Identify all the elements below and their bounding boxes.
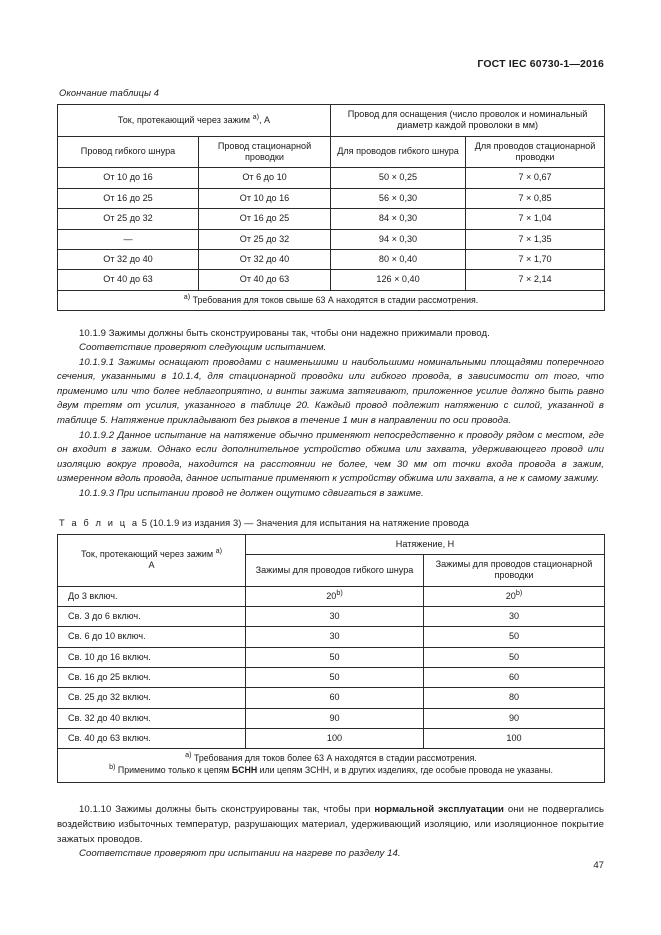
table5-r5-fixed: 80 [424,688,605,708]
clause-10-1-9-1: 10.1.9.1 Зажимы оснащают проводами с наименьшими и наибольшими номинальными площадями поперечного сечения, указанными в 10.1.4, для стационарной проводки или гибкого провода, в зависимости от того, что применимо или что более неблагоприятно, и винты зажима затягивают, приложенное усилие должно быть равно двум третям от усилия, указанного в таблице 20. Каждый провод подлежит натяжению с силой, указанной в таблице 5. Натяжение прикладывают без рывков в течение 1 мин в направлении по оси провода. [57,356,604,427]
table-row [58,729,605,749]
table-row [58,606,605,626]
table4-header-wire: Провод для оснащения (число проволок и номинальный диаметр каждой проволоки в мм) [331,105,605,137]
table-row [58,586,605,606]
table-row [58,249,605,269]
table4-col-header-for-fixed-wiring: Для проводов стационарной проводки [466,136,605,168]
table4-r4-c2: 80 × 0,40 [331,249,466,269]
table4-header-current-text: Ток, протекающий через зажим [117,114,253,125]
clause-10-1-10-bold: нормальной эксплуатации [374,804,504,816]
clause-10-1-9-compliance: Соответствие проверяют следующим испытанием. [79,342,327,354]
table4-r3-c1: От 25 до 32 [199,229,331,249]
page-content [57,88,604,862]
table4-caption: Окончание таблицы 4 [59,88,159,98]
table5-r0-fixed-value: 20 [505,590,516,601]
table-row [58,688,605,708]
table-row [58,708,605,728]
table4-r1-c2: 56 × 0,30 [331,188,466,208]
table4-r5-c2: 126 × 0,40 [331,270,466,290]
table5-r1-current: Св. 3 до 6 включ. [58,606,246,626]
table5-header-current [58,534,246,586]
table-row [58,229,605,249]
table-row [58,209,605,229]
table4-r2-c3: 7 × 1,04 [466,209,605,229]
table5-r1-flexible: 30 [246,606,424,626]
table4-r0-c0: От 10 до 16 [58,168,199,188]
table5-col-header-fixed-wiring-terminals: Зажимы для проводов стационарной проводки [424,554,605,586]
table5-r0-current: До 3 включ. [58,586,246,606]
table-row [58,668,605,688]
table4-r3-c2: 94 × 0,30 [331,229,466,249]
table4-footnote-a-text: Требования для токов свыше 63 А находятся в стадии рассмотрения. [190,294,479,305]
clause-10-1-9-2: 10.1.9.2 Данное испытание на натяжение обычно применяют непосредственно к проводу рядом с местом, где он входит в зажим. Однако если дополнительное устройство обжима или захвата, удерживающего провод или изоляцию вокруг провода, находится на расстоянии не более, чем 30 мм от точки входа провода в зажим, измеренном вдоль провода, данное испытание применяют к устройству обжима или захвата, а не к самому зажиму. [57,429,604,485]
table4-header-group-row [58,105,605,137]
table5-footnote-b-row [58,765,605,782]
table4-r2-c2: 84 × 0,30 [331,209,466,229]
table5-header-current-text: Ток, протекающий через зажим [80,548,216,559]
table4-r0-c3: 7 × 0,67 [466,168,605,188]
table4-header-current [58,105,331,137]
table4-r3-c3: 7 × 1,35 [466,229,605,249]
table5-wire-pull-test-values [57,534,605,784]
table4-r4-c3: 7 × 1,70 [466,249,605,269]
table5-footnote-b-post: или цепям ЗСНН, и в других изделиях, где особые провода не указаны. [257,765,553,776]
table4-col-header-for-flexible-cord: Для проводов гибкого шнура [331,136,466,168]
table5-col-header-flexible-cord-terminals: Зажимы для проводов гибкого шнура [246,554,424,586]
table5-r6-flexible: 90 [246,708,424,728]
table5-header-current-footnote-marker: а) [215,545,223,555]
table5-r0-fixed-footnote-marker: b) [515,587,523,597]
table-row [58,188,605,208]
table4-continuation-of-table-4 [57,104,605,311]
table4-r1-c1: От 10 до 16 [199,188,331,208]
table5-r0-flexible [246,586,424,606]
table4-header-current-footnote-marker: а) [252,111,259,121]
clause-10-1-10 [57,803,604,847]
table4-r1-c0: От 16 до 25 [58,188,199,208]
table5-r1-fixed: 30 [424,606,605,626]
table4-footnote-row [58,290,605,310]
table5-footnote-a [58,749,605,765]
table-row [58,168,605,188]
table4-r4-c1: От 32 до 40 [199,249,331,269]
table5-footnote-b-pre: Применимо только к цепям [115,765,232,776]
table5-r7-current: Св. 40 до 63 включ. [58,729,246,749]
table5-footnote-b-marker: b) [109,762,116,772]
table5-header-group-row [58,534,605,554]
table-row [58,270,605,290]
table5-caption [59,518,604,528]
table5-r0-fixed [424,586,605,606]
table4-header-current-unit: , А [259,114,271,125]
clause-10-1-9-3: 10.1.9.3 При испытании провод не должен ощутимо сдвигаться в зажиме. [79,487,424,499]
table5-r5-flexible: 60 [246,688,424,708]
table4-footnote-a-marker: а) [183,291,191,301]
running-header-standard-number: ГОСТ IEC 60730-1—2016 [477,58,604,70]
table4-r0-c1: От 6 до 10 [199,168,331,188]
table4-col-header-fixed-wiring: Провод стационарной проводки [199,136,331,168]
table5-footnote-b-bold: БСНН [231,765,258,776]
table5-r0-flexible-footnote-marker: b) [336,587,343,597]
table4-r5-c0: От 40 до 63 [58,270,199,290]
clause-10-1-9-line1: 10.1.9 Зажимы должны быть сконструированы так, чтобы они надежно прижимали провод. [79,327,490,339]
table5-r4-flexible: 50 [246,668,424,688]
table5-footnote-a-marker: а) [185,750,192,760]
table5-header-current-unit: А [148,560,155,571]
clause-10-1-10-pre: 10.1.10 Зажимы должны быть сконструированы так, чтобы при [79,804,375,816]
table4-r0-c2: 50 × 0,25 [331,168,466,188]
table-row [58,647,605,667]
table5-footnote-a-text: Требования для токов более 63 А находятся в стадии рассмотрения. [191,753,477,764]
table5-r3-flexible: 50 [246,647,424,667]
table5-caption-rest: 5 (10.1.9 из издания 3) — Значения для испытания на натяжение провода [139,517,470,528]
table5-r6-current: Св. 32 до 40 включ. [58,708,246,728]
table5-r4-fixed: 60 [424,668,605,688]
table4-r2-c1: От 16 до 25 [199,209,331,229]
table4-r3-c0: — [58,229,199,249]
table4-r5-c1: От 40 до 63 [199,270,331,290]
table5-footnote-a-row [58,749,605,765]
table5-header-tension: Натяжение, Н [246,534,605,554]
table5-r7-fixed: 100 [424,729,605,749]
table4-col-header-flexible-cord: Провод гибкого шнура [58,136,199,168]
table5-r5-current: Св. 25 до 32 включ. [58,688,246,708]
table5-r6-fixed: 90 [424,708,605,728]
table5-r3-current: Св. 10 до 16 включ. [58,647,246,667]
table4-r4-c0: От 32 до 40 [58,249,199,269]
table5-r2-flexible: 30 [246,627,424,647]
table5-r0-flexible-value: 20 [326,590,337,601]
table4-r5-c3: 7 × 2,14 [466,270,605,290]
table5-footnote-b [58,762,605,782]
page-number: 47 [593,860,604,871]
table4-r1-c3: 7 × 0,85 [466,188,605,208]
table4-r2-c0: От 25 до 32 [58,209,199,229]
table-row [58,627,605,647]
table5-r2-fixed: 50 [424,627,605,647]
table5-caption-label: Т а б л и ц а [59,517,140,528]
table4-column-header-row [58,136,605,168]
clause-10-1-10-post: они не подвергались воздействию избыточных температур, разрушающих материал, удерживающий изоляцию, или изоляционное покрытие зажатых проводов. [57,804,604,845]
table5-r7-flexible: 100 [246,729,424,749]
table5-r4-current: Св. 16 до 25 включ. [58,668,246,688]
table4-footnote-a [58,290,605,310]
clause-10-1-10-compliance: Соответствие проверяют при испытании на нагреве по разделу 14. [79,848,401,860]
table5-r3-fixed: 50 [424,647,605,667]
table5-r2-current: Св. 6 до 10 включ. [58,627,246,647]
